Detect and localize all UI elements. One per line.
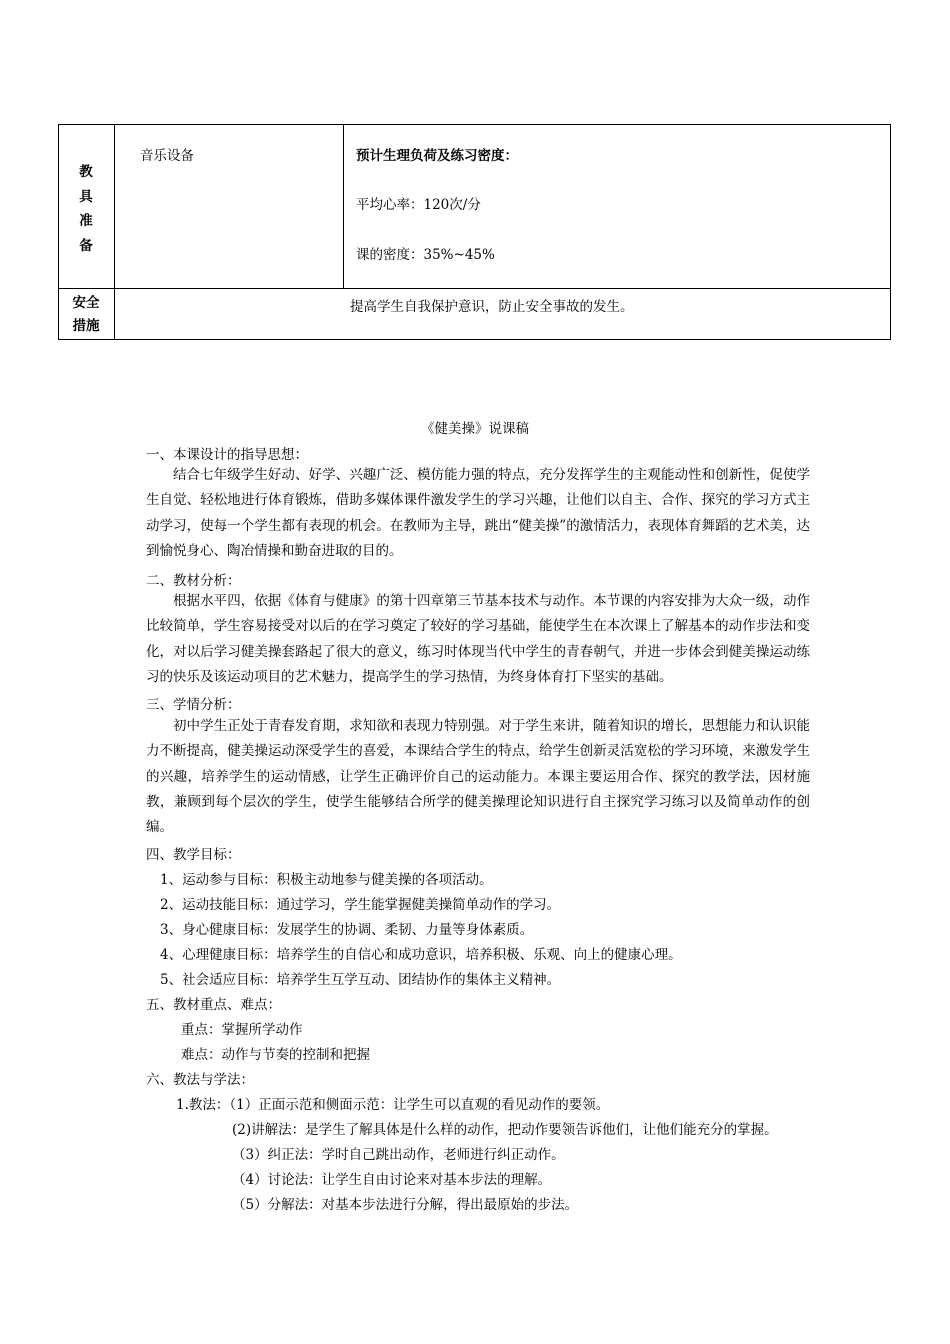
method-item: （4）讨论法：让学生自由讨论来对基本步法的理解。: [232, 1172, 552, 1188]
lesson-table: [58, 124, 891, 340]
section-3-text: 初中学生正处于青春发育期，求知欲和表现力特别强。对于学生来讲，随着知识的增长，思想能力和认识能力不断提高，健美操运动深受学生的喜爱，本课结合学生的特点，给学生创新灵活宽松的学习环境，来激发学生的兴趣，培养学生的运动情感，让学生正确评价自己的运动能力。本课主要运用合作、探究的教学法，因材施教，兼顾到每个层次的学生，使学生能够结合所学的健美操理论知识进行自主探究学习练习以及简单动作的创编。: [146, 718, 810, 836]
goal-item: 2、运动技能目标：通过学习，学生能掌握健美操简单动作的学习。: [160, 897, 561, 913]
heart-rate: 平均心率：120次/分: [356, 197, 481, 213]
key-point: 重点：掌握所学动作: [181, 1022, 303, 1038]
goal-item: 3、身心健康目标：发展学生的协调、柔韧、力量等身体素质。: [160, 922, 534, 938]
safety-value: 提高学生自我保护意识，防止安全事故的发生。: [350, 299, 634, 315]
col-divider-2: [343, 124, 344, 289]
section-1-text: 结合七年级学生好动、好学、兴趣广泛、模仿能力强的特点，充分发挥学生的主观能动性和创新性，促使学生自觉、轻松地进行体育锻炼，借助多媒体课件激发学生的学习兴趣，让他们以自主、合作、探究的学习方式主动学习，使每一个学生都有表现的机会。在教师为主导，跳出“健美操”的激情活力，表现体育舞蹈的艺术美，达到愉悦身心、陶冶情操和勤奋进取的目的。: [146, 467, 810, 559]
section-3-heading: 三、学情分析：: [146, 697, 241, 713]
method-item: (2)讲解法：是学生了解具体是什么样的动作，把动作要领告诉他们，让他们能充分的掌握。: [232, 1122, 778, 1138]
section-5-heading: 五、教材重点、难点：: [146, 997, 281, 1013]
method-item: 1.教法：（1）正面示范和侧面示范：让学生可以直观的看见动作的要领。: [176, 1097, 610, 1113]
load-heading: 预计生理负荷及练习密度：: [356, 148, 518, 164]
equipment-label: 教 具 准 备: [79, 164, 93, 254]
goal-item: 4、心理健康目标：培养学生的自信心和成功意识，培养积极、乐观、向上的健康心理。: [160, 947, 682, 963]
col-divider-1: [114, 124, 115, 340]
section-1-heading: 一、本课设计的指导思想：: [146, 447, 308, 463]
equipment-value: 音乐设备: [140, 148, 194, 164]
difficulty: 难点：动作与节奏的控制和把握: [181, 1047, 370, 1063]
section-2-heading: 二、教材分析：: [146, 573, 241, 589]
row-divider: [58, 288, 891, 289]
section-4-heading: 四、教学目标：: [146, 847, 241, 863]
section-6-heading: 六、教法与学法：: [146, 1072, 254, 1088]
density: 课的密度：35%~45%: [356, 247, 495, 263]
method-item: （3）纠正法：学时自己跳出动作，老师进行纠正动作。: [232, 1147, 565, 1163]
safety-label: 安全 措施: [72, 295, 100, 334]
method-item: （5）分解法：对基本步法进行分解，得出最原始的步法。: [232, 1197, 579, 1213]
goal-item: 1、运动参与目标：积极主动地参与健美操的各项活动。: [160, 872, 493, 888]
section-2-text: 根据水平四，依据《体育与健康》的第十四章第三节基本技术与动作。本节课的内容安排为大众一级，动作比较简单，学生容易接受对以后的在学习奠定了较好的学习基础，能使学生在本次课上了解基本的动作步法和变化，对以后学习健美操套路起了很大的意义，练习时体现当代中学生的青春朝气，并进一步体会到健美操运动练习的快乐及该运动项目的艺术魅力，提高学生的学习热情，为终身体育打下坚实的基础。: [146, 593, 810, 685]
goal-item: 5、社会适应目标：培养学生互学互动、团结协作的集体主义精神。: [160, 972, 561, 988]
page-title: 《健美操》说课稿: [421, 421, 529, 437]
